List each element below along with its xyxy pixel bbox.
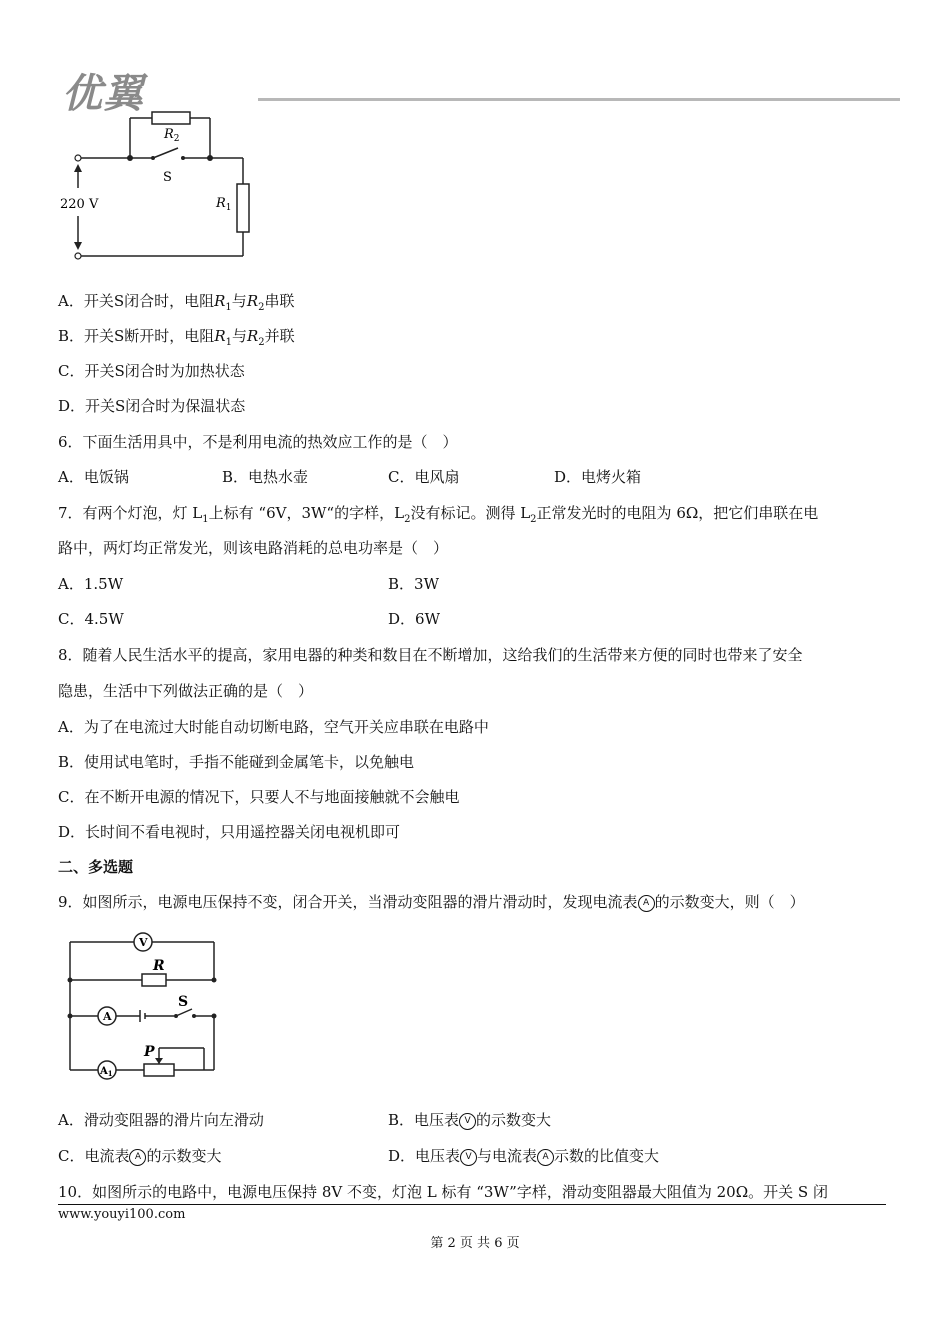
switch-label: S	[163, 170, 172, 185]
footer-url[interactable]: www.youyi100.com	[58, 1207, 186, 1222]
q5-option-a: A．开关S闭合时，电阻$R_1$与$R_2$串联	[58, 292, 295, 313]
voltmeter-icon: V	[460, 1149, 477, 1166]
q7-stem-line2: 路中，两灯均正常发光，则该电路消耗的总电功率是（ ）	[58, 539, 449, 557]
ammeter-a1-label: $A_1$	[100, 1066, 113, 1078]
resistor-label: R	[153, 958, 165, 974]
footer-rule	[58, 1204, 886, 1205]
r2-label: $R_2$	[164, 127, 180, 144]
circuit-diagram-2	[62, 930, 242, 1085]
q7-stem-line1: 7．有两个灯泡，灯 $L_1$上标有 “6V，3W“的字样，$L_2$没有标记。测得 $L_2$正常发光时的电阻为 6Ω，把它们串联在电	[58, 504, 819, 525]
q7-option-d: D．6W	[388, 610, 440, 628]
circuit-diagram-1	[60, 108, 280, 268]
q6-option-b: B．电热水壶	[222, 468, 309, 486]
q5-option-b: B．开关S断开时，电阻$R_1$与$R_2$并联	[58, 327, 295, 348]
q9-option-d: D．电压表 V 与电流表 A 示数的比值变大	[388, 1147, 660, 1165]
q9-stem: 9．如图所示，电源电压保持不变，闭合开关，当滑动变阻器的滑片滑动时，发现电流表 A 的示数变大，则（ ）	[58, 893, 805, 911]
ammeter-icon: A	[638, 895, 655, 912]
switch-s-label: S	[178, 994, 189, 1010]
page-number: 第 2 页 共 6 页	[430, 1236, 520, 1251]
q6-stem: 6．下面生活用具中，不是利用电流的热效应工作的是（ ）	[58, 433, 458, 451]
voltage-label: 220 V	[60, 197, 99, 212]
ammeter-icon: A	[537, 1149, 554, 1166]
ammeter-label: A	[103, 1010, 112, 1023]
q6-option-d: D．电烤火箱	[554, 468, 642, 486]
q8-option-d: D．长时间不看电视时，只用遥控器关闭电视机即可	[58, 823, 401, 841]
slider-p-label: P	[144, 1044, 155, 1060]
r1-label: $R_1$	[216, 196, 232, 213]
q8-stem-line2: 隐患，生活中下列做法正确的是（ ）	[58, 682, 314, 700]
q7-option-b: B．3W	[388, 575, 439, 593]
header-rule	[258, 98, 900, 101]
q9-option-c: C．电流表 A 的示数变大	[58, 1147, 222, 1165]
q7-option-c: C．4.5W	[58, 610, 124, 628]
q8-option-a: A．为了在电流过大时能自动切断电路，空气开关应串联在电路中	[58, 718, 489, 736]
q10-stem: 10．如图所示的电路中，电源电压保持 8V 不变，灯泡 L 标有 “3W”字样，滑动变阻器最大阻值为 20Ω。开关 S 闭	[58, 1183, 828, 1201]
q9-option-a: A．滑动变阻器的滑片向左滑动	[58, 1111, 264, 1129]
q5-option-d: D．开关S闭合时为保温状态	[58, 397, 246, 415]
q7-option-a: A．1.5W	[58, 575, 124, 593]
q6-option-a: A．电饭锅	[58, 468, 129, 486]
q8-stem-line1: 8．随着人民生活水平的提高，家用电器的种类和数目在不断增加，这给我们的生活带来方便的同时也带来了安全	[58, 646, 803, 664]
voltmeter-icon: V	[459, 1113, 476, 1130]
q5-option-c: C．开关S闭合时为加热状态	[58, 362, 245, 380]
q8-option-b: B．使用试电笔时，手指不能碰到金属笔卡，以免触电	[58, 753, 415, 771]
voltmeter-label: V	[139, 936, 148, 949]
q6-option-c: C．电风扇	[388, 468, 460, 486]
q9-option-b: B．电压表 V 的示数变大	[388, 1111, 552, 1129]
logo: 优翼	[62, 71, 144, 117]
section-title: 二、多选题	[58, 858, 134, 876]
ammeter-icon: A	[129, 1149, 146, 1166]
q8-option-c: C．在不断开电源的情况下，只要人不与地面接触就不会触电	[58, 788, 460, 806]
